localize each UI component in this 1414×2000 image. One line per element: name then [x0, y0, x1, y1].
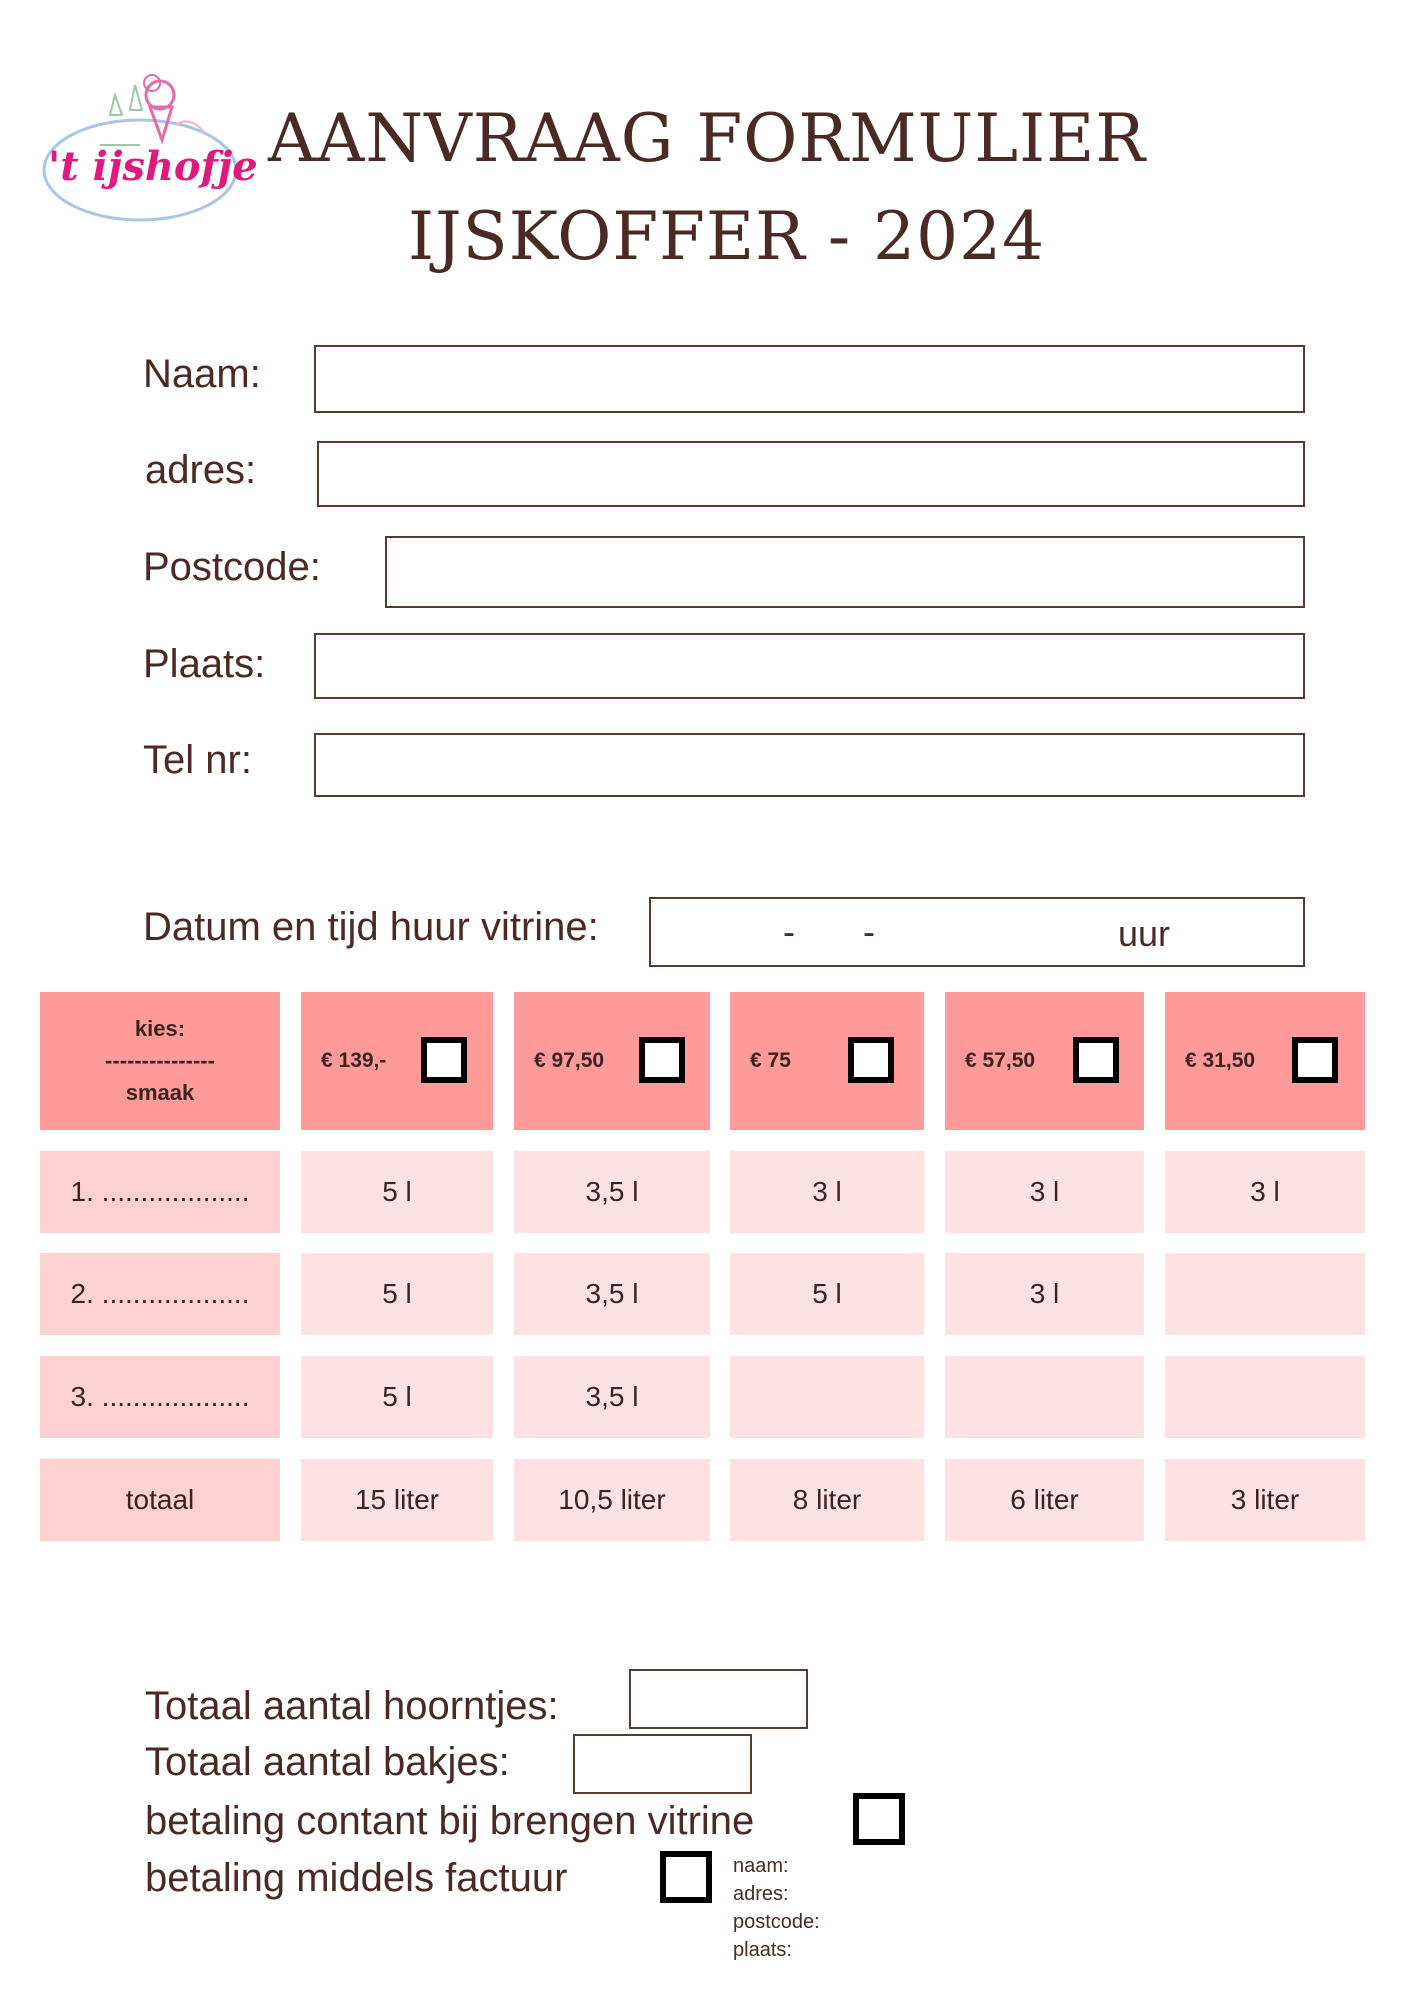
price-label: € 97,50 — [534, 1049, 605, 1072]
logo — [40, 55, 258, 235]
table-cell — [1165, 1253, 1365, 1335]
plaats-field[interactable] — [314, 633, 1305, 699]
price-checkbox-1[interactable] — [421, 1037, 467, 1083]
datum-field[interactable] — [649, 897, 1305, 967]
contant-label: betaling contant bij brengen vitrine — [145, 1799, 755, 1843]
datum-separator-1: - — [783, 911, 795, 952]
price-label: € 139,- — [321, 1049, 387, 1072]
table-cell: 3,5 l — [514, 1151, 710, 1233]
price-label: € 75 — [750, 1049, 791, 1072]
adres-label: adres: — [145, 448, 257, 492]
table-cell: 5 l — [301, 1151, 493, 1233]
page-title-line1: AANVRAAG FORMULIER — [268, 100, 1147, 177]
price-checkbox-2[interactable] — [639, 1037, 685, 1083]
smaak-row-1-label[interactable]: 1. ................... — [40, 1151, 280, 1233]
postcode-label: Postcode: — [143, 545, 321, 589]
table-cell: 5 l — [301, 1253, 493, 1335]
table-cell: 3 l — [945, 1151, 1144, 1233]
table-cell: 3 l — [1165, 1151, 1365, 1233]
table-cell: 3 l — [945, 1253, 1144, 1335]
datum-uur: uur — [1118, 913, 1171, 954]
factuur-adres-label: adres: — [733, 1883, 789, 1905]
price-header-3[interactable] — [730, 992, 924, 1130]
factuur-label: betaling middels factuur — [145, 1856, 568, 1900]
price-checkbox-4[interactable] — [1073, 1037, 1119, 1083]
price-header-1[interactable] — [301, 992, 493, 1130]
factuur-checkbox[interactable] — [660, 1851, 712, 1903]
factuur-naam-label: naam: — [733, 1855, 789, 1877]
hoorntjes-field[interactable] — [629, 1669, 808, 1729]
price-header-4[interactable] — [945, 992, 1144, 1130]
price-checkbox-3[interactable] — [848, 1037, 894, 1083]
totaal-cell: 3 liter — [1165, 1459, 1365, 1541]
totaal-cell: 10,5 liter — [514, 1459, 710, 1541]
kies-label: kies: — [134, 1016, 186, 1041]
bakjes-field[interactable] — [573, 1734, 752, 1794]
totaal-cell: 8 liter — [730, 1459, 924, 1541]
kies-divider: --------------- — [105, 1048, 215, 1073]
table-cell: 3,5 l — [514, 1356, 710, 1438]
table-cell — [730, 1356, 924, 1438]
smaak-label: smaak — [125, 1080, 195, 1105]
adres-field[interactable] — [317, 441, 1305, 507]
contant-checkbox[interactable] — [853, 1793, 905, 1845]
table-cell — [1165, 1356, 1365, 1438]
bakjes-label: Totaal aantal bakjes: — [145, 1740, 510, 1784]
factuur-postcode-label: postcode: — [733, 1911, 820, 1933]
smaak-row-2-label[interactable]: 2. ................... — [40, 1253, 280, 1335]
table-cell — [945, 1356, 1144, 1438]
tel-field[interactable] — [314, 733, 1305, 797]
table-cell: 5 l — [301, 1356, 493, 1438]
logo-text: 't ijshofje — [48, 143, 258, 190]
naam-label: Naam: — [143, 352, 261, 396]
factuur-plaats-label: plaats: — [733, 1939, 792, 1961]
kies-smaak-header — [40, 992, 280, 1130]
page-title-line2: IJSKOFFER - 2024 — [408, 198, 1046, 275]
factuur-details — [733, 1852, 820, 1964]
totaal-label: totaal — [40, 1459, 280, 1541]
table-cell: 3,5 l — [514, 1253, 710, 1335]
price-checkbox-5[interactable] — [1292, 1037, 1338, 1083]
table-cell: 5 l — [730, 1253, 924, 1335]
hoorntjes-label: Totaal aantal hoorntjes: — [145, 1684, 559, 1728]
naam-field[interactable] — [314, 345, 1305, 413]
plaats-label: Plaats: — [143, 642, 266, 686]
price-header-2[interactable] — [514, 992, 710, 1130]
totaal-cell: 15 liter — [301, 1459, 493, 1541]
datum-label: Datum en tijd huur vitrine: — [143, 905, 599, 949]
table-cell: 3 l — [730, 1151, 924, 1233]
price-header-5[interactable] — [1165, 992, 1365, 1130]
price-label: € 31,50 — [1185, 1049, 1256, 1072]
postcode-field[interactable] — [385, 536, 1305, 608]
totaal-cell: 6 liter — [945, 1459, 1144, 1541]
tel-label: Tel nr: — [143, 738, 252, 782]
smaak-row-3-label[interactable]: 3. ................... — [40, 1356, 280, 1438]
price-label: € 57,50 — [965, 1049, 1036, 1072]
datum-separator-2: - — [863, 911, 875, 952]
